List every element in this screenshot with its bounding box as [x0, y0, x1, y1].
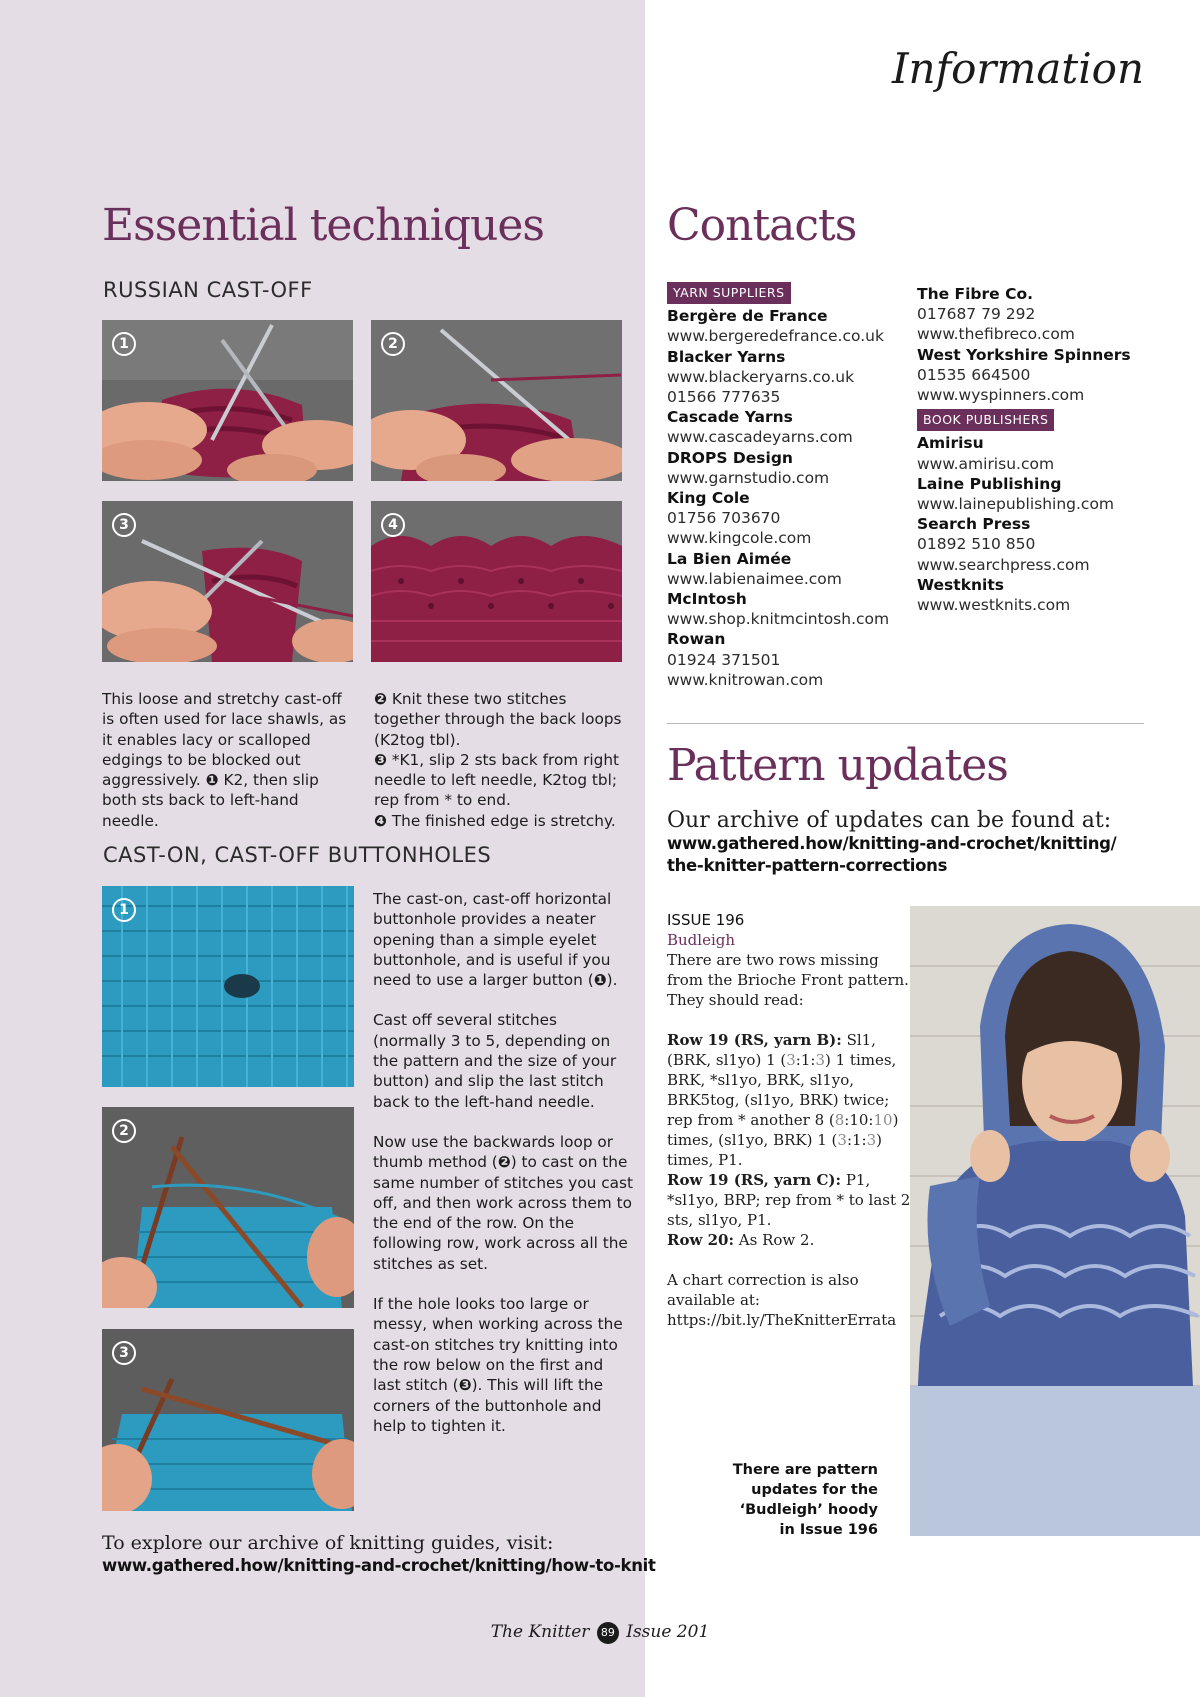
- step3-symbol: ❸: [374, 750, 387, 769]
- step4-text: The finished edge is stretchy.: [386, 811, 616, 830]
- book-publisher-website[interactable]: www.amirisu.com: [917, 454, 1055, 473]
- yarn-supplier-website[interactable]: www.kingcole.com: [667, 529, 812, 548]
- yarn-supplier-website[interactable]: www.thefibreco.com: [917, 325, 1075, 344]
- russian-text-col1: [102, 689, 352, 831]
- yarn-supplier-website[interactable]: www.cascadeyarns.com: [667, 428, 853, 447]
- yarn-supplier-name: Bergère de France: [667, 307, 828, 326]
- page-footer: [0, 1622, 1200, 1644]
- russian-step1-photo: [102, 320, 353, 481]
- chart-correction-line: A chart correction is also available at:: [667, 1271, 859, 1309]
- row19-yarn-c: Row 19 (RS, yarn C): P1, *sl1yo, BRP; rep from * to last 2 sts, sl1yo, P1.: [667, 1171, 911, 1229]
- correction-intro: There are two rows missing from the Brioche Front pattern. They should read:: [667, 951, 909, 1009]
- bh-step-number-3: 3: [112, 1341, 136, 1365]
- photo-caption: There are pattern updates for the ‘Budleigh’ hoody in Issue 196: [732, 1462, 878, 1538]
- step3-text: *K1, slip 2 sts back from right needle to left needle, K2tog tbl; rep from * to end.: [374, 750, 620, 810]
- yarn-supplier-name: Rowan: [667, 630, 726, 649]
- yarn-supplier-name: Blacker Yarns: [667, 347, 786, 366]
- russian-cast-off-heading: RUSSIAN CAST-OFF: [103, 278, 313, 302]
- archive-line: Our archive of updates can be found at:: [667, 808, 1112, 833]
- yarn-supplier-name: Cascade Yarns: [667, 408, 793, 427]
- step-number-4: 4: [381, 513, 405, 537]
- yarn-supplier-website[interactable]: www.knitrowan.com: [667, 670, 824, 689]
- row19-yarn-b: Row 19 (RS, yarn B): Sl1, (BRK, sl1yo) 1 (3:1:3) 1 times, BRK, *sl1yo, BRK, sl1yo, BRK5tog, (sl1yo, BRK) twice; rep from * another 8 (8:10:10) times, (sl1yo, BRK) 1 (3:1:3) times, P1.: [667, 1031, 899, 1169]
- row20: Row 20: As Row 2.: [667, 1231, 815, 1249]
- book-publisher-name: Amirisu: [917, 434, 984, 453]
- buttonholes-para-1: The cast-on, cast-off horizontal buttonhole provides a neater opening than a simple eyelet buttonhole, and is useful if you need to use a larger button (❶).: [373, 890, 618, 990]
- book-publisher-website[interactable]: www.westknits.com: [917, 596, 1071, 615]
- contacts-col-left: [667, 282, 907, 690]
- step1-symbol: ❶: [205, 771, 219, 790]
- techniques-title: Essential techniques: [102, 200, 544, 251]
- issue-label: ISSUE 196: [667, 911, 745, 929]
- footer-magazine: The Knitter: [490, 1622, 590, 1642]
- archive-url-line2[interactable]: the-knitter-pattern-corrections: [667, 856, 948, 875]
- chart-correction-url[interactable]: https://bit.ly/TheKnitterErrata: [667, 1311, 897, 1329]
- more-suppliers-list: [917, 284, 1157, 405]
- russian-step2-photo: [371, 320, 622, 481]
- yarn-supplier-phone: 017687 79 292: [917, 305, 1036, 324]
- yarn-supplier-name: King Cole: [667, 489, 750, 508]
- yarn-supplier-name: La Bien Aimée: [667, 549, 792, 568]
- book-publisher-name: Search Press: [917, 515, 1031, 534]
- yarn-supplier-website[interactable]: www.bergeredefrance.co.uk: [667, 327, 884, 346]
- buttonholes-text: [373, 889, 633, 1436]
- yarn-supplier-name: McIntosh: [667, 590, 747, 609]
- section-header: Information: [891, 44, 1144, 93]
- book-publisher-name: Laine Publishing: [917, 474, 1062, 493]
- yarn-suppliers-list: [667, 306, 907, 690]
- footer-issue: Issue 201: [626, 1622, 710, 1642]
- step2-symbol: ❷: [374, 690, 387, 708]
- russian-text-col2: [374, 689, 630, 831]
- step2-text: Knit these two stitches together through the back loops (K2tog tbl).: [374, 690, 622, 749]
- issue-196-correction: [667, 910, 912, 1330]
- yarn-supplier-phone: 01756 703670: [667, 509, 781, 528]
- explore-guides: [102, 1532, 656, 1575]
- page-number: 89: [597, 1622, 619, 1644]
- buttonholes-para-3: Now use the backwards loop or thumb method (❷) to cast on the same number of stitches you cast off, and then work across them to the end of the row. On the following row, work across all the stitches as set.: [373, 1132, 633, 1273]
- step-number-3: 3: [112, 513, 136, 537]
- book-publisher-name: Westknits: [917, 575, 1004, 594]
- bh-step-number-1: 1: [112, 898, 136, 922]
- explore-line: To explore our archive of knitting guides, visit:: [102, 1532, 554, 1554]
- book-publisher-website[interactable]: www.searchpress.com: [917, 555, 1090, 574]
- yarn-suppliers-label: YARN SUPPLIERS: [667, 282, 791, 304]
- buttonhole-step2-photo: [102, 1107, 354, 1308]
- book-publishers-list: [917, 433, 1157, 615]
- contacts-title: Contacts: [667, 200, 857, 251]
- archive-url-line1[interactable]: www.gathered.how/knitting-and-crochet/knitting/: [667, 834, 1117, 853]
- step-number-1: 1: [112, 332, 136, 356]
- step-number-2: 2: [381, 332, 405, 356]
- buttonholes-heading: CAST-ON, CAST-OFF BUTTONHOLES: [103, 843, 492, 867]
- yarn-supplier-phone: 01566 777635: [667, 388, 781, 407]
- buttonholes-para-2: Cast off several stitches (normally 3 to 5, depending on the pattern and the size of your button) and slip the last stitch back to the left-hand needle.: [373, 1011, 617, 1111]
- explore-url[interactable]: www.gathered.how/knitting-and-crochet/knitting/how-to-knit: [102, 1556, 656, 1575]
- yarn-supplier-website[interactable]: www.wyspinners.com: [917, 386, 1085, 405]
- pattern-name: Budleigh: [667, 931, 736, 949]
- russian-intro: This loose and stretchy cast-off is often used for lace shawls, as it enables lacy or scalloped edgings to be blocked out aggressively.: [102, 690, 347, 790]
- book-publisher-website[interactable]: www.lainepublishing.com: [917, 495, 1115, 514]
- buttonhole-step1-photo: [102, 886, 354, 1087]
- budleigh-hoody-photo: [910, 906, 1200, 1536]
- book-publisher-phone: 01892 510 850: [917, 535, 1036, 554]
- pattern-updates-title: Pattern updates: [667, 740, 1008, 791]
- buttonhole-step3-photo: [102, 1329, 354, 1511]
- yarn-supplier-website[interactable]: www.garnstudio.com: [667, 468, 830, 487]
- yarn-supplier-website[interactable]: www.blackeryarns.co.uk: [667, 367, 855, 386]
- yarn-supplier-name: The Fibre Co.: [917, 285, 1033, 303]
- step1-text: K2, then slip both sts back to left-hand needle.: [102, 771, 319, 830]
- russian-step4-photo: [371, 501, 622, 662]
- bh-step-number-2: 2: [112, 1119, 136, 1143]
- buttonholes-para-4: If the hole looks too large or messy, when working across the cast-on stitches try knitting into the row below on the first and last stitch (❸). This will lift the corners of the buttonhole and help to tighten it.: [373, 1295, 623, 1435]
- section-divider: [667, 723, 1144, 724]
- contacts-col-right: [917, 284, 1157, 615]
- yarn-supplier-phone: 01924 371501: [667, 650, 781, 669]
- yarn-supplier-phone: 01535 664500: [917, 365, 1031, 384]
- russian-step3-photo: [102, 501, 353, 662]
- yarn-supplier-website[interactable]: www.labienaimee.com: [667, 569, 842, 588]
- step4-symbol: ❹: [374, 811, 387, 830]
- yarn-supplier-website[interactable]: www.shop.knitmcintosh.com: [667, 610, 890, 629]
- updates-archive: [667, 808, 1147, 877]
- yarn-supplier-name: West Yorkshire Spinners: [917, 345, 1131, 364]
- book-publishers-label: BOOK PUBLISHERS: [917, 409, 1054, 431]
- yarn-supplier-name: DROPS Design: [667, 448, 793, 467]
